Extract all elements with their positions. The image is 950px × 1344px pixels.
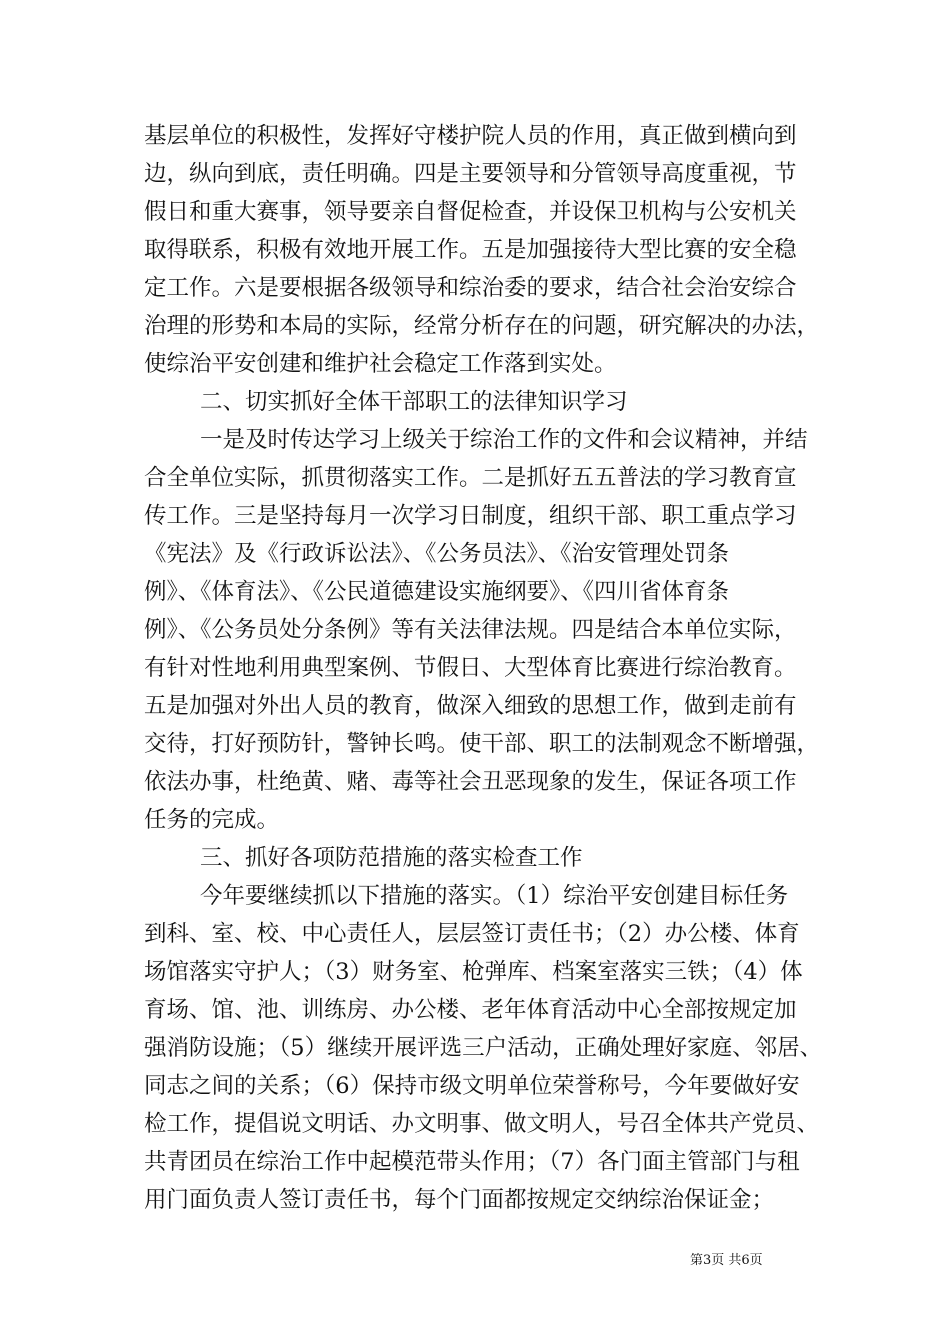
- body-line: 检工作，提倡说文明话、办文明事、做文明人，号召全体共产党员、: [144, 1111, 820, 1137]
- body-line: 定工作。六是要根据各级领导和综治委的要求，结合社会治安综合: [144, 275, 797, 301]
- body-line: 边，纵向到底，责任明确。四是主要领导和分管领导高度重视，节: [144, 161, 797, 187]
- body-line: 取得联系，积极有效地开展工作。五是加强接待大型比赛的安全稳: [144, 237, 797, 263]
- body-line: 依法办事，杜绝黄、赌、毒等社会丑恶现象的发生，保证各项工作: [144, 769, 797, 795]
- body-line: 任务的完成。: [144, 807, 280, 833]
- body-line: 交待，打好预防针，警钟长鸣。使干部、职工的法制观念不断增强，: [144, 731, 820, 757]
- page-number-footer: 第3页 共6页: [690, 1253, 763, 1268]
- body-line: 有针对性地利用典型案例、节假日、大型体育比赛进行综治教育。: [144, 655, 797, 681]
- body-line: 例》、《体育法》、《公民道德建设实施纲要》、《四川省体育条: [144, 579, 730, 605]
- section-heading: 三、抓好各项防范措施的落实检查工作: [200, 845, 583, 871]
- body-line: 一是及时传达学习上级关于综治工作的文件和会议精神，并结: [200, 427, 808, 453]
- body-line: 场馆落实守护人；（3）财务室、枪弹库、档案室落实三铁；（4）体: [144, 959, 803, 985]
- body-line: 强消防设施；（5）继续开展评选三户活动，正确处理好家庭、邻居、: [144, 1035, 823, 1061]
- body-line: 基层单位的积极性，发挥好守楼护院人员的作用，真正做到横向到: [144, 123, 797, 149]
- body-line: 假日和重大赛事，领导要亲自督促检查，并设保卫机构与公安机关: [144, 199, 797, 225]
- body-line: 例》、《公务员处分条例》等有关法律法规。四是结合本单位实际，: [144, 617, 797, 643]
- body-line: 《宪法》及《行政诉讼法》、《公务员法》、《治安管理处罚条: [144, 541, 730, 567]
- body-line: 用门面负责人签订责任书，每个门面都按规定交纳综治保证金；: [144, 1187, 775, 1213]
- body-line: 治理的形势和本局的实际，经常分析存在的问题，研究解决的办法，: [144, 313, 820, 339]
- section-heading: 二、切实抓好全体干部职工的法律知识学习: [200, 389, 628, 415]
- body-line: 五是加强对外出人员的教育，做深入细致的思想工作，做到走前有: [144, 693, 797, 719]
- body-line: 到科、室、校、中心责任人，层层签订责任书；（2）办公楼、体育: [144, 921, 800, 947]
- body-line: 合全单位实际，抓贯彻落实工作。二是抓好五五普法的学习教育宣: [144, 465, 797, 491]
- body-line: 今年要继续抓以下措施的落实。（1）综治平安创建目标任务: [200, 883, 789, 909]
- body-line: 共青团员在综治工作中起模范带头作用；（7）各门面主管部门与租: [144, 1149, 800, 1175]
- body-line: 育场、馆、池、训练房、办公楼、老年体育活动中心全部按规定加: [144, 997, 797, 1023]
- body-line: 传工作。三是坚持每月一次学习日制度，组织干部、职工重点学习: [144, 503, 797, 529]
- body-line: 同志之间的关系；（6）保持市级文明单位荣誉称号，今年要做好安: [144, 1073, 800, 1099]
- body-line: 使综治平安创建和维护社会稳定工作落到实处。: [144, 351, 617, 377]
